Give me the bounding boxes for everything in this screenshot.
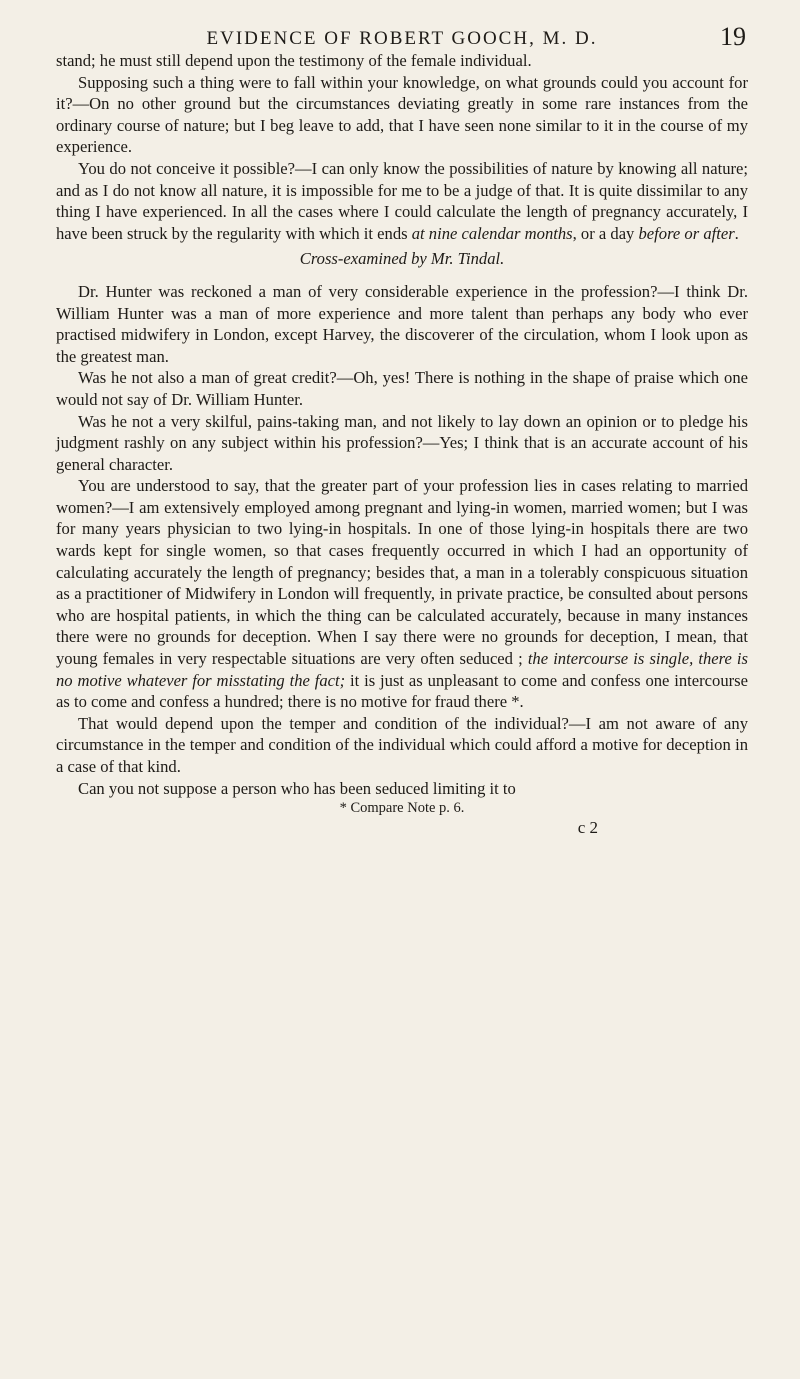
- body-text: [56, 50, 748, 799]
- page-header: [56, 0, 748, 50]
- running-title: EVIDENCE OF ROBERT GOOCH, M. D.: [206, 28, 598, 49]
- paragraph-4: Dr. Hunter was reckoned a man of very considerable experience in the profession?—I think Dr. William Hunter was a man of more experience and more talent than perhaps any body who ever practised midwifery in London, except Harvey, the discoverer of the circulation, whom I look upon as the greatest man.: [56, 281, 748, 366]
- cross-examined-heading: Cross-examined by Mr. Tindal.: [299, 249, 505, 269]
- paragraph-6: Was he not a very skilful, pains-taking man, and not likely to lay down an opinion or to pledge his judgment rashly on any subject within his profession?—Yes; I think that is an accurate account of his general character.: [56, 411, 748, 474]
- paragraph-3: You do not conceive it possible?—I can only know the possibilities of nature by knowing all nature; and as I do not know all nature, it is impossible for me to be a judge of that. It is quite dissimilar to any thing I have experienced. In all the cases where I could calculate the length of pregnancy accurately, I have been struck by the regularity with which it ends at nine calendar months, or a day before or after.: [56, 158, 748, 243]
- signature-mark: c 2: [577, 818, 598, 838]
- paragraph-1: stand; he must still depend upon the testimony of the female individual.: [56, 51, 532, 70]
- paragraph-5: Was he not also a man of great credit?—Oh, yes! There is nothing in the shape of praise which one would not say of Dr. William Hunter.: [56, 368, 748, 409]
- paragraph-9: Can you not suppose a person who has been seduced limiting it to: [78, 778, 516, 798]
- paragraph-7: You are understood to say, that the greater part of your profession lies in cases relating to married women?—I am extensively employed among pregnant and lying-in women, married women; but I was for many years physician to two lying-in hospitals. In one of those lying-in hospitals there are two wards kept for single women, so that cases frequently occurred in which I had an opportunity of calculating accurately the length of pregnancy; besides that, a man in a tolerably conspicuous situation as a practitioner of Midwifery in London will frequently, in private practice, be consulted about persons who are hospital patients, in which the thing can be calculated accurately, because in many instances there were no grounds for deception. When I say there were no grounds for deception, I mean, that young females in very respectable situations are very often seduced ; the intercourse is single, there is no motive whatever for misstating the fact; it is just as unpleasant to come and confess one intercourse as to come and confess a hundred; there is no motive for fraud there *.: [56, 476, 748, 712]
- paragraph-2: Supposing such a thing were to fall within your knowledge, on what grounds could you account for it?—On no other ground but the circumstances deviating greatly in some rare instances from the ordinary course of nature; but I beg leave to add, that I have seen none similar to it in the course of my experience.: [56, 72, 748, 157]
- page-number: 19: [720, 22, 746, 51]
- footnote: * Compare Note p. 6.: [339, 800, 465, 817]
- paragraph-8: That would depend upon the temper and condition of the individual?—I am not aware of any circumstance in the temper and condition of the individual which could afford a motive for deception in a case of that kind.: [56, 713, 748, 776]
